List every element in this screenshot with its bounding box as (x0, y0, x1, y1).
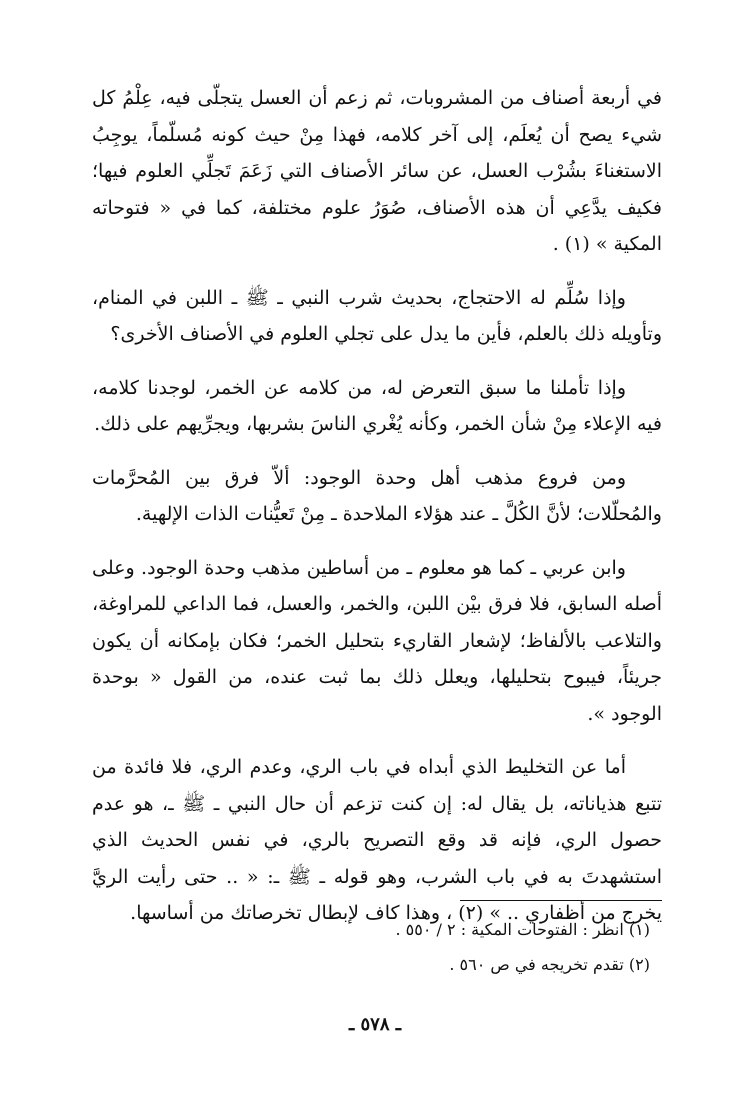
paragraph: وابن عربي ـ كما هو معلوم ـ من أساطين مذهب وحدة الوجود. وعلى أصله السابق، فلا فرق بيْن اللبن، والخمر، والعسل، فما الداعي للمراوغة، والتلاعب بالألفاظ؛ لإشعار القاريء بتحليل الخمر؛ فكان بإمكانه أن يكون جريئاً، فيبوح بتحليلها، ويعلل ذلك بما ثبت عنده، من القول « بوحدة الوجود ». (92, 556, 662, 725)
main-text (92, 80, 662, 949)
paragraph: وإذا سُلِّم له الاحتجاج، بحديث شرب النبي ـ ﷺ ـ اللبن في المنام، وتأويله ذلك بالعلم، فأين ما يدل على تجلي العلوم في الأصناف الأخرى؟ (92, 286, 662, 345)
paragraph: في أربعة أصناف من المشروبات، ثم زعم أن العسل يتجلّى فيه، عِلْمُ كل شيء يصح أن يُعلَم، إلى آخر كلامه، فهذا مِنْ حيث كونه مُسلّماً، يوجِبُ الاستغناءَ بشُرْب العسل، عن سائر الأصناف التي زَعَمَ تَجلِّي العلوم فيها؛ فكيف يدَّعِي أن هذه الأصناف، صُوَرُ علوم مختلفة، كما في « فتوحاته المكية » (١) . (92, 87, 662, 255)
footnote-separator (460, 900, 662, 901)
footnote: (١) انظر : الفتوحات المكية : ٢ / ٥٥٠ . (395, 920, 650, 939)
paragraph: أما عن التخليط الذي أبداه في باب الري، وعدم الري، فلا فائدة من تتبع هذياناته، بل يقال له: إن كنت تزعم أن حال النبي ـ ﷺ ـ، هو عدم حصول الري، فإنه قد وقع التصريح بالري، في نفس الحديث الذي استشهدتَ به في باب الشرب، وهو قوله ـ ﷺ ـ: « .. حتى رأيت الريَّ يخرج من أظفاري .. » (٢) ، وهذا كاف لإبطال تخرصاتك من أساسها. (92, 756, 662, 924)
page-number: ـ ٥٧٨ ـ (348, 1014, 402, 1035)
paragraph: ومن فروع مذهب أهل وحدة الوجود: ألاّ فرق بين المُحرَّمات والمُحلّلات؛ لأنَّ الكُلَّ ـ عند هؤلاء الملاحدة ـ مِنْ تَعيُّنات الذات الإلهية. (92, 466, 662, 525)
paragraph: وإذا تأملنا ما سبق التعرض له، من كلامه عن الخمر، لوجدنا كلامه، فيه الإعلاء مِنْ شأن الخمر، وكأنه يُغْري الناسَ بشربها، ويجرِّيهم على ذلك. (92, 376, 662, 435)
footnotes (90, 912, 650, 982)
footnote: (٢) تقدم تخريجه في ص ٥٦٠ . (449, 955, 650, 974)
